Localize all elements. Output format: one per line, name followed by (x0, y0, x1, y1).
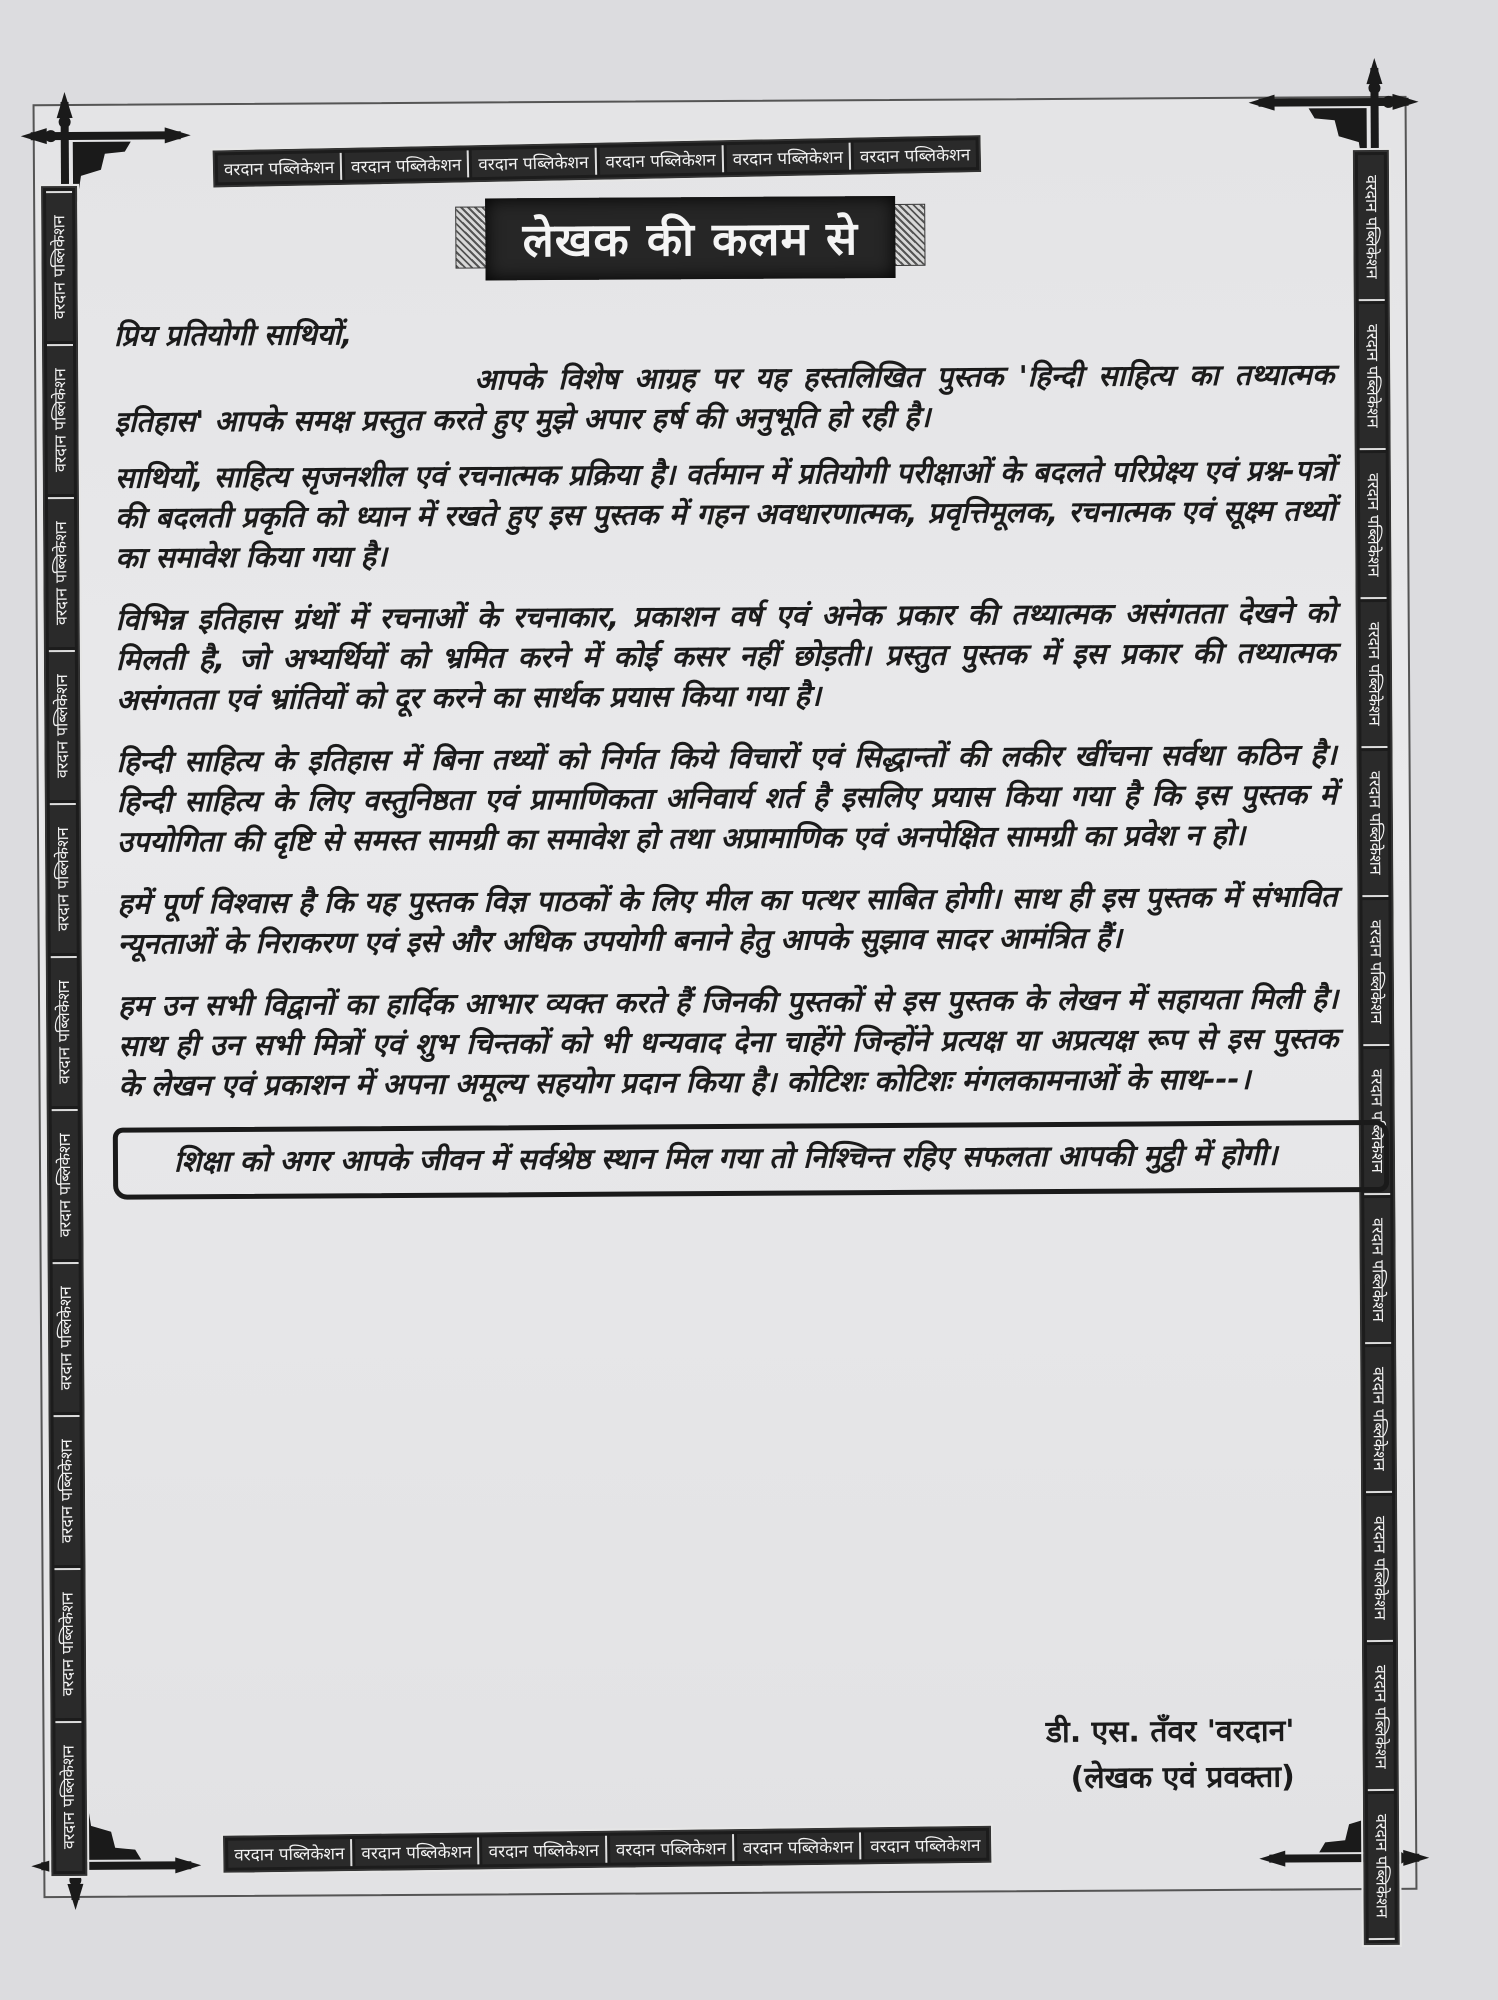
paragraph: विभिन्न इतिहास ग्रंथों में रचनाओं के रचनाकार, प्रकाशन वर्ष एवं अनेक प्रकार की तथ्यात्मक असंगतता देखने को मिलती है, जो अभ्यर्थियों को भ्रमित करने में कोई कसर नहीं छोड़ती। प्रस्तुत पुस्तक में इस प्रकार की तथ्यात्मक असंगतता एवं भ्रांतियों को दूर करने का सार्थक प्रयास किया गया है। (115, 595, 1337, 717)
publisher-strip-left (41, 186, 87, 1876)
author-signature (1046, 1709, 1295, 1803)
publisher-label: वरदान पब्लिकेशन (345, 150, 470, 179)
publisher-label: वरदान पब्लिकेशन (864, 1831, 987, 1860)
publisher-label: वरदान पब्लिकेशन (1361, 602, 1388, 748)
publisher-label: वरदान पब्लिकेशन (1364, 1198, 1391, 1344)
publisher-label: वरदान पब्लिकेशन (47, 344, 74, 494)
page-title: लेखक की कलम से (485, 196, 895, 281)
publisher-label: वरदान पब्लिकेशन (49, 650, 76, 800)
paragraph: हमें पूर्ण विश्वास है कि यह पुस्तक विज्ञ पाठकों के लिए मील का पत्थर साबित होगी। साथ ही इस पुस्तक में संभावित न्यूनताओं के निराकरण एवं इसे और अधिक उपयोगी बनाने हेतु आपके सुझाव सादर आमंत्रित हैं। (117, 879, 1338, 961)
quote-box: शिक्षा को अगर आपके जीवन में सर्वश्रेष्ठ स्थान मिल गया तो निश्चिन्त रहिए सफलता आपकी मुट्ठी में होगी। (113, 1120, 1389, 1200)
publisher-label: वरदान पब्लिकेशन (1368, 1794, 1395, 1940)
publisher-strip-top (213, 135, 982, 187)
publisher-label: वरदान पब्लिकेशन (472, 148, 597, 177)
publisher-strip-right (1353, 150, 1400, 1945)
publisher-label: वरदान पब्लिकेशन (1366, 1496, 1393, 1642)
publisher-label: वरदान पब्लिकेशन (1365, 1347, 1392, 1493)
publisher-label: वरदान पब्लिकेशन (1362, 900, 1389, 1046)
title-hatch-decoration (893, 204, 925, 266)
publisher-label: वरदान पब्लिकेशन (1367, 1645, 1394, 1791)
publisher-label: वरदान पब्लिकेशन (52, 1109, 79, 1259)
publisher-label: वरदान पब्लिकेशन (48, 497, 75, 647)
paragraph: साथियों, साहित्य सृजनशील एवं रचनात्मक प्रक्रिया है। वर्तमान में प्रतियोगी परीक्षाओं के बदलते परिप्रेक्ष्य एवं प्रश्न-पत्रों की बदलती प्रकृति को ध्यान में रखते हुए इस पुस्तक में गहन अवधारणात्मक, प्रवृत्तिमूलक, रचनात्मक एवं सूक्ष्म तथ्यों का समावेश किया गया है। (114, 453, 1336, 575)
publisher-label: वरदान पब्लिकेशन (1362, 751, 1389, 897)
author-name: डी. एस. तँवर 'वरदान' (1045, 1713, 1295, 1751)
author-role: (लेखक एवं प्रवक्ता) (1070, 1759, 1295, 1796)
publisher-label: वरदान पब्लिकेशन (54, 1415, 81, 1565)
title-hatch-decoration (455, 206, 487, 268)
publisher-label: वरदान पब्लिकेशन (599, 145, 724, 174)
publisher-label: वरदान पब्लिकेशन (50, 803, 77, 953)
salutation: प्रिय प्रतियोगी साथियों, (113, 317, 353, 353)
publisher-label: वरदान पब्लिकेशन (726, 143, 851, 172)
publisher-label: वरदान पब्लिकेशन (228, 1839, 353, 1868)
paragraph: आपके विशेष आग्रह पर यह हस्तलिखित पुस्तक 'हिन्दी साहित्य का तथ्यात्मक इतिहास' आपके समक्ष प्रस्तुत करते हुए मुझे अपार हर्ष की अनुभूति हो रही है। (114, 357, 1335, 439)
publisher-label: वरदान पब्लिकेशन (1359, 304, 1386, 450)
corner-ornament-icon (1248, 58, 1419, 229)
publisher-label: वरदान पब्लिकेशन (1360, 453, 1387, 599)
publisher-label: वरदान पब्लिकेशन (53, 1262, 80, 1412)
publisher-label: वरदान पब्लिकेशन (55, 1721, 82, 1871)
paragraph: हम उन सभी विद्वानों का हार्दिक आभार व्यक्त करते हैं जिनकी पुस्तकों से इस पुस्तक के लेखन में सहायता मिली है। साथ ही उन सभी मित्रों एवं शुभ चिन्तकों को भी धन्यवाद देना चाहेंगे जिन्होंने प्रत्यक्ष या अप्रत्यक्ष रूप से इस पुस्तक के लेखन एवं प्रकाशन में अपना अमूल्य सहयोग प्रदान किया है। कोटिशः कोटिशः मंगलकामनाओं के साथ---। (117, 981, 1339, 1103)
publisher-label: वरदान पब्लिकेशन (737, 1832, 862, 1861)
publisher-label: वरदान पब्लिकेशन (610, 1834, 735, 1863)
book-page (33, 96, 1418, 1918)
publisher-label: वरदान पब्लिकेशन (355, 1837, 480, 1866)
letter-body (114, 308, 1339, 1199)
publisher-label: वरदान पब्लिकेशन (482, 1836, 607, 1865)
publisher-label: वरदान पब्लिकेशन (218, 153, 343, 182)
publisher-label: वरदान पब्लिकेशन (46, 191, 73, 341)
publisher-strip-bottom (223, 1826, 992, 1873)
paragraph: हिन्दी साहित्य के इतिहास में बिना तथ्यों को निर्गत किये विचारों एवं सिद्धान्तों की लकीर खींचना सर्वथा कठिन है। हिन्दी साहित्य के लिए वस्तुनिष्ठता एवं प्रामाणिकता अनिवार्य शर्त है इसलिए प्रयास किया गया है कि इस पुस्तक में उपयोगिता की दृष्टि से समस्त सामग्री का समावेश हो तथा अप्रामाणिक एवं अनपेक्षित सामग्री का प्रवेश न हो। (116, 737, 1337, 859)
publisher-label: वरदान पब्लिकेशन (854, 140, 977, 169)
publisher-label: वरदान पब्लिकेशन (1358, 155, 1385, 301)
publisher-label: वरदान पब्लिकेशन (1363, 1049, 1390, 1195)
publisher-label: वरदान पब्लिकेशन (54, 1568, 81, 1718)
page-title-banner (455, 196, 926, 287)
publisher-label: वरदान पब्लिकेशन (51, 956, 78, 1106)
